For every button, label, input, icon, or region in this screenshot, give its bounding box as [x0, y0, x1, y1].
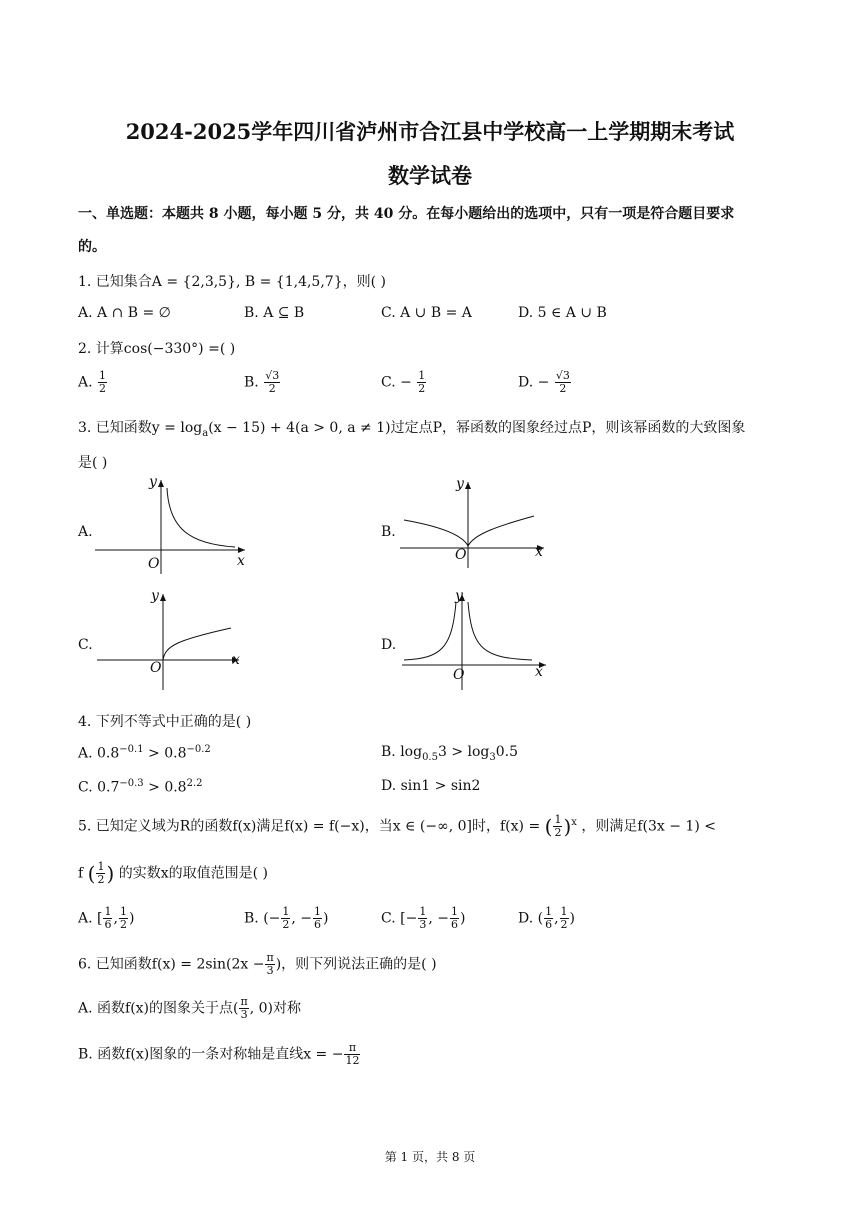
q3-graph-d: [400, 590, 552, 690]
q3-graph-d-origin: O: [453, 667, 465, 683]
page-footer: 第 1 页，共 8 页: [384, 1150, 476, 1164]
document-title-line2: 数学试卷: [388, 163, 472, 188]
q3-option-d-label: D.: [381, 637, 397, 653]
q5-stem-line1: 5. 已知定义域为R的函数f(x)满足f(x) = f(−x)，当x ∈ (−∞, 0]时，f(x) = ( $\frac{1}{2}$ )$^x$ ，则满足f(3x − 1) <: [78, 813, 716, 839]
q3-graph-c-x-label: x: [232, 652, 240, 668]
q1-option-a: A. A ∩ B = ∅: [78, 305, 171, 321]
q2-option-c: C. − $\frac{1}{2}$: [381, 369, 426, 395]
q3-graph-a-origin: O: [148, 556, 160, 572]
q2-option-a: A. $\frac{1}{2}$: [78, 369, 107, 395]
q4-option-d: D. sin1 > sin2: [381, 778, 481, 794]
q3-graph-b-y-label: y: [456, 476, 464, 492]
q3-graph-c-origin: O: [150, 660, 162, 676]
q4-option-b: B. $\log_{0.5}3 > \log_30.5$: [381, 744, 519, 763]
q5-option-d: D. ( $\frac{1}{6}$ , $\frac{1}{2}$ ): [518, 905, 576, 931]
document-title-line1: 2024-2025学年四川省泸州市合江县中学校高一上学期期末考试: [125, 119, 735, 144]
q3-graph-d-y-label: y: [455, 588, 463, 604]
q6-stem: 6. 已知函数f(x) = 2sin(2x − $\frac{\pi}{3}$ )，则下列说法正确的是( ): [78, 951, 437, 977]
q6-option-b: B. 函数f(x)图象的一条对称轴是直线x = − $\frac{\pi}{12}$: [78, 1041, 360, 1067]
q2-option-b: B. $\frac{√3}{2}$: [244, 369, 280, 395]
q4-stem: 4. 下列不等式中正确的是( ): [78, 714, 252, 730]
q3-graph-b-x-label: x: [535, 544, 543, 560]
q3-stem-tail: 是( ): [78, 455, 108, 471]
q5-stem-line2: f ( $\frac{1}{2}$ ) 的实数x的取值范围是( ): [78, 860, 268, 886]
q3-graph-b: [398, 478, 550, 568]
q1-option-b: B. A ⊆ B: [244, 305, 305, 321]
q1-option-c: C. A ∪ B = A: [381, 305, 472, 321]
q3-graph-a: [95, 474, 255, 574]
section1-heading-tail: 的。: [78, 239, 106, 255]
q6-option-a: A. 函数f(x)的图象关于点( $\frac{\pi}{3}$ , 0)对称: [78, 995, 301, 1021]
q2-stem: 2. 计算cos(−330°) =( ): [78, 341, 236, 357]
q3-graph-a-x-label: x: [237, 553, 245, 569]
q3-stem: 3. 已知函数$y = \log_a(x - 15) + 4(a > 0$, a ≠ 1)过定点P，幂函数的图象经过点P，则该幂函数的大致图象: [78, 420, 746, 439]
q3-graph-c-y-label: y: [151, 588, 159, 604]
q5-option-a: A. [ $\frac{1}{6}$ , $\frac{1}{2}$ ): [78, 905, 135, 931]
q3-option-c-label: C.: [78, 637, 93, 653]
q3-graph-c: [95, 590, 247, 690]
section1-heading: 一、单选题：本题共 8 小题，每小题 5 分，共 40 分。在每小题给出的选项中，只有一项是符合题目要求: [78, 206, 735, 222]
q3-option-b-label: B.: [381, 524, 396, 540]
q1-stem: 1. 已知集合A = {2,3,5}, B = {1,4,5,7}，则( ): [78, 274, 386, 290]
q2-option-d: D. − $\frac{√3}{2}$: [518, 369, 570, 395]
q3-option-a-label: A.: [78, 524, 93, 540]
q4-option-c: C. $0.7^{-0.3} > 0.8^{2.2}$: [78, 778, 203, 796]
q3-graph-a-y-label: y: [149, 474, 157, 490]
q4-option-a: A. $0.8^{-0.1} > 0.8^{-0.2}$: [78, 744, 211, 762]
q1-option-d: D. 5 ∈ A ∪ B: [518, 305, 607, 321]
q3-graph-b-origin: O: [455, 547, 467, 563]
q5-option-c: C. [− $\frac{1}{3}$ , − $\frac{1}{6}$ ): [381, 905, 466, 931]
q5-option-b: B. (− $\frac{1}{2}$ , − $\frac{1}{6}$ ): [244, 905, 329, 931]
q3-graph-d-x-label: x: [535, 664, 543, 680]
